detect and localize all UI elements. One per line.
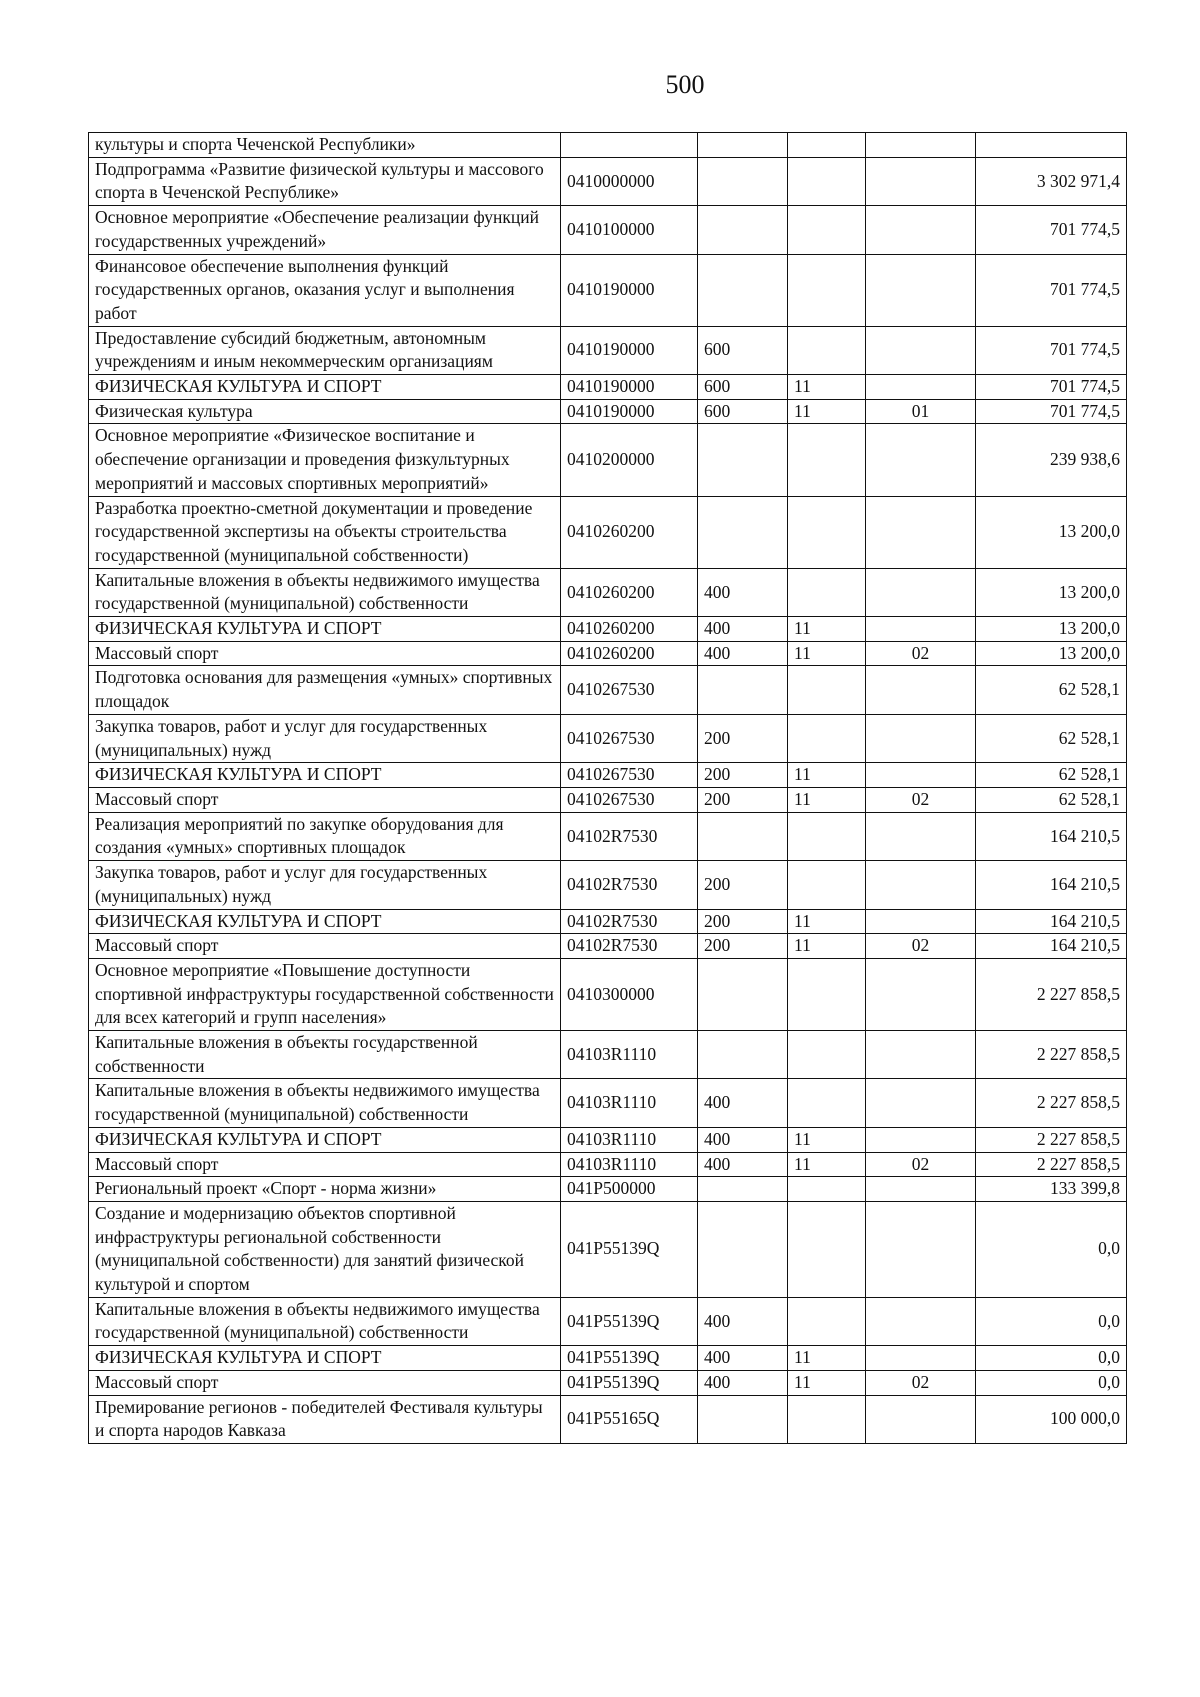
target-code-cell: 0410190000: [561, 399, 698, 424]
subsection-cell: [866, 1079, 976, 1127]
table-row: [89, 1395, 1127, 1443]
row-name-cell: Массовый спорт: [89, 787, 561, 812]
table-row: [89, 375, 1127, 400]
expense-type-cell: [698, 424, 788, 496]
subsection-cell: [866, 1127, 976, 1152]
table-row: [89, 133, 1127, 158]
amount-cell: 13 200,0: [976, 641, 1127, 666]
row-name-cell: Физическая культура: [89, 399, 561, 424]
expense-type-cell: [698, 1031, 788, 1079]
section-cell: 11: [788, 1370, 866, 1395]
subsection-cell: [866, 326, 976, 374]
expense-type-cell: 200: [698, 861, 788, 909]
table-row: [89, 568, 1127, 616]
expense-type-cell: [698, 1201, 788, 1297]
expense-type-cell: [698, 157, 788, 205]
amount-cell: 164 210,5: [976, 909, 1127, 934]
row-name-cell: Финансовое обеспечение выполнения функций государственных органов, оказания услуг и выполнения работ: [89, 254, 561, 326]
section-cell: [788, 254, 866, 326]
expense-type-cell: 400: [698, 641, 788, 666]
expense-type-cell: [698, 812, 788, 860]
subsection-cell: [866, 958, 976, 1030]
table-row: [89, 496, 1127, 568]
subsection-cell: 02: [866, 1152, 976, 1177]
amount-cell: 701 774,5: [976, 399, 1127, 424]
section-cell: 11: [788, 787, 866, 812]
amount-cell: 701 774,5: [976, 326, 1127, 374]
table-row: [89, 934, 1127, 959]
expense-type-cell: 400: [698, 1370, 788, 1395]
target-code-cell: 04103R1110: [561, 1079, 698, 1127]
row-name-cell: ФИЗИЧЕСКАЯ КУЛЬТУРА И СПОРТ: [89, 763, 561, 788]
table-row: [89, 714, 1127, 762]
expense-type-cell: 400: [698, 568, 788, 616]
amount-cell: 3 302 971,4: [976, 157, 1127, 205]
table-row: [89, 399, 1127, 424]
subsection-cell: 02: [866, 934, 976, 959]
amount-cell: 0,0: [976, 1346, 1127, 1371]
target-code-cell: 04103R1110: [561, 1031, 698, 1079]
expense-type-cell: 400: [698, 1297, 788, 1345]
amount-cell: [976, 133, 1127, 158]
section-cell: 11: [788, 399, 866, 424]
table-row: [89, 1297, 1127, 1345]
table-row: [89, 424, 1127, 496]
section-cell: 11: [788, 1346, 866, 1371]
target-code-cell: 0410267530: [561, 763, 698, 788]
section-cell: [788, 1031, 866, 1079]
amount-cell: 701 774,5: [976, 375, 1127, 400]
amount-cell: 2 227 858,5: [976, 1031, 1127, 1079]
row-name-cell: Предоставление субсидий бюджетным, автономным учреждениям и иным некоммерческим организациям: [89, 326, 561, 374]
table-row: [89, 666, 1127, 714]
target-code-cell: 041P55139Q: [561, 1370, 698, 1395]
row-name-cell: Реализация мероприятий по закупке оборудования для создания «умных» спортивных площадок: [89, 812, 561, 860]
table-row: [89, 206, 1127, 254]
table-row: [89, 909, 1127, 934]
subsection-cell: [866, 157, 976, 205]
expense-type-cell: 200: [698, 787, 788, 812]
table-row: [89, 763, 1127, 788]
amount-cell: 133 399,8: [976, 1177, 1127, 1202]
section-cell: [788, 1297, 866, 1345]
expense-type-cell: [698, 206, 788, 254]
row-name-cell: Создание и модернизацию объектов спортивной инфраструктуры региональной собственности (муниципальной собственности) для занятий физической культурой и спортом: [89, 1201, 561, 1297]
table-row: [89, 1127, 1127, 1152]
expense-type-cell: [698, 496, 788, 568]
subsection-cell: [866, 763, 976, 788]
table-row: [89, 617, 1127, 642]
row-name-cell: Массовый спорт: [89, 641, 561, 666]
section-cell: [788, 666, 866, 714]
table-row: [89, 861, 1127, 909]
table-row: [89, 254, 1127, 326]
budget-table: [88, 132, 1127, 1444]
section-cell: [788, 1177, 866, 1202]
expense-type-cell: 400: [698, 1346, 788, 1371]
amount-cell: 0,0: [976, 1201, 1127, 1297]
section-cell: [788, 1395, 866, 1443]
table-row: [89, 1201, 1127, 1297]
section-cell: 11: [788, 617, 866, 642]
subsection-cell: [866, 424, 976, 496]
target-code-cell: 0410260200: [561, 568, 698, 616]
subsection-cell: [866, 1031, 976, 1079]
table-row: [89, 1079, 1127, 1127]
amount-cell: 13 200,0: [976, 617, 1127, 642]
expense-type-cell: 400: [698, 617, 788, 642]
amount-cell: 701 774,5: [976, 206, 1127, 254]
subsection-cell: [866, 812, 976, 860]
row-name-cell: Основное мероприятие «Повышение доступности спортивной инфраструктуры государственной собственности для всех категорий и групп населения»: [89, 958, 561, 1030]
table-row: [89, 787, 1127, 812]
target-code-cell: 0410100000: [561, 206, 698, 254]
amount-cell: 164 210,5: [976, 934, 1127, 959]
subsection-cell: 02: [866, 641, 976, 666]
target-code-cell: 041P55139Q: [561, 1346, 698, 1371]
amount-cell: 701 774,5: [976, 254, 1127, 326]
row-name-cell: культуры и спорта Чеченской Республики»: [89, 133, 561, 158]
target-code-cell: 0410260200: [561, 641, 698, 666]
section-cell: [788, 326, 866, 374]
target-code-cell: 0410190000: [561, 375, 698, 400]
expense-type-cell: 400: [698, 1079, 788, 1127]
amount-cell: 100 000,0: [976, 1395, 1127, 1443]
subsection-cell: [866, 1177, 976, 1202]
section-cell: 11: [788, 641, 866, 666]
section-cell: [788, 133, 866, 158]
section-cell: [788, 958, 866, 1030]
section-cell: 11: [788, 1152, 866, 1177]
subsection-cell: [866, 1297, 976, 1345]
row-name-cell: Премирование регионов - победителей Фестиваля культуры и спорта народов Кавказа: [89, 1395, 561, 1443]
amount-cell: 0,0: [976, 1297, 1127, 1345]
section-cell: [788, 206, 866, 254]
amount-cell: 62 528,1: [976, 666, 1127, 714]
target-code-cell: 041P55139Q: [561, 1201, 698, 1297]
subsection-cell: 01: [866, 399, 976, 424]
target-code-cell: 041P55139Q: [561, 1297, 698, 1345]
section-cell: [788, 1079, 866, 1127]
amount-cell: 239 938,6: [976, 424, 1127, 496]
row-name-cell: ФИЗИЧЕСКАЯ КУЛЬТУРА И СПОРТ: [89, 1346, 561, 1371]
page-number: 500: [665, 70, 705, 99]
table-row: [89, 1152, 1127, 1177]
expense-type-cell: 200: [698, 763, 788, 788]
row-name-cell: Массовый спорт: [89, 1370, 561, 1395]
target-code-cell: 0410260200: [561, 496, 698, 568]
subsection-cell: [866, 133, 976, 158]
subsection-cell: [866, 1201, 976, 1297]
section-cell: 11: [788, 375, 866, 400]
amount-cell: 2 227 858,5: [976, 1127, 1127, 1152]
table-row: [89, 958, 1127, 1030]
target-code-cell: 0410000000: [561, 157, 698, 205]
target-code-cell: 04102R7530: [561, 934, 698, 959]
subsection-cell: 02: [866, 1370, 976, 1395]
table-row: [89, 1370, 1127, 1395]
table-row: [89, 326, 1127, 374]
row-name-cell: Основное мероприятие «Обеспечение реализации функций государственных учреждений»: [89, 206, 561, 254]
amount-cell: 13 200,0: [976, 568, 1127, 616]
amount-cell: 13 200,0: [976, 496, 1127, 568]
section-cell: [788, 714, 866, 762]
section-cell: [788, 812, 866, 860]
subsection-cell: [866, 1346, 976, 1371]
section-cell: [788, 496, 866, 568]
target-code-cell: 0410267530: [561, 666, 698, 714]
row-name-cell: Подготовка основания для размещения «умных» спортивных площадок: [89, 666, 561, 714]
row-name-cell: Капитальные вложения в объекты недвижимого имущества государственной (муниципальной) собственности: [89, 568, 561, 616]
amount-cell: 2 227 858,5: [976, 1079, 1127, 1127]
expense-type-cell: [698, 1395, 788, 1443]
target-code-cell: 04102R7530: [561, 812, 698, 860]
expense-type-cell: [698, 254, 788, 326]
subsection-cell: [866, 666, 976, 714]
target-code-cell: 0410267530: [561, 714, 698, 762]
amount-cell: 2 227 858,5: [976, 958, 1127, 1030]
row-name-cell: Капитальные вложения в объекты недвижимого имущества государственной (муниципальной) собственности: [89, 1297, 561, 1345]
amount-cell: 62 528,1: [976, 763, 1127, 788]
subsection-cell: [866, 568, 976, 616]
row-name-cell: Подпрограмма «Развитие физической культуры и массового спорта в Чеченской Республике»: [89, 157, 561, 205]
table-row: [89, 157, 1127, 205]
target-code-cell: 0410190000: [561, 254, 698, 326]
section-cell: 11: [788, 934, 866, 959]
section-cell: [788, 1201, 866, 1297]
row-name-cell: Массовый спорт: [89, 934, 561, 959]
row-name-cell: Закупка товаров, работ и услуг для государственных (муниципальных) нужд: [89, 714, 561, 762]
section-cell: 11: [788, 1127, 866, 1152]
target-code-cell: 0410267530: [561, 787, 698, 812]
table-row: [89, 641, 1127, 666]
amount-cell: 164 210,5: [976, 812, 1127, 860]
row-name-cell: Капитальные вложения в объекты государственной собственности: [89, 1031, 561, 1079]
row-name-cell: ФИЗИЧЕСКАЯ КУЛЬТУРА И СПОРТ: [89, 1127, 561, 1152]
section-cell: [788, 861, 866, 909]
expense-type-cell: [698, 666, 788, 714]
target-code-cell: 0410300000: [561, 958, 698, 1030]
expense-type-cell: [698, 1177, 788, 1202]
row-name-cell: Региональный проект «Спорт - норма жизни»: [89, 1177, 561, 1202]
row-name-cell: Закупка товаров, работ и услуг для государственных (муниципальных) нужд: [89, 861, 561, 909]
expense-type-cell: 200: [698, 934, 788, 959]
subsection-cell: 02: [866, 787, 976, 812]
subsection-cell: [866, 496, 976, 568]
expense-type-cell: 400: [698, 1127, 788, 1152]
expense-type-cell: 400: [698, 1152, 788, 1177]
section-cell: [788, 157, 866, 205]
target-code-cell: [561, 133, 698, 158]
amount-cell: 62 528,1: [976, 714, 1127, 762]
target-code-cell: 041P500000: [561, 1177, 698, 1202]
row-name-cell: Массовый спорт: [89, 1152, 561, 1177]
amount-cell: 0,0: [976, 1370, 1127, 1395]
subsection-cell: [866, 617, 976, 642]
expense-type-cell: 600: [698, 399, 788, 424]
amount-cell: 164 210,5: [976, 861, 1127, 909]
target-code-cell: 04103R1110: [561, 1127, 698, 1152]
subsection-cell: [866, 861, 976, 909]
amount-cell: 2 227 858,5: [976, 1152, 1127, 1177]
expense-type-cell: 200: [698, 714, 788, 762]
table-row: [89, 1346, 1127, 1371]
amount-cell: 62 528,1: [976, 787, 1127, 812]
subsection-cell: [866, 714, 976, 762]
subsection-cell: [866, 909, 976, 934]
row-name-cell: ФИЗИЧЕСКАЯ КУЛЬТУРА И СПОРТ: [89, 375, 561, 400]
subsection-cell: [866, 254, 976, 326]
row-name-cell: Капитальные вложения в объекты недвижимого имущества государственной (муниципальной) собственности: [89, 1079, 561, 1127]
section-cell: 11: [788, 763, 866, 788]
target-code-cell: 041P55165Q: [561, 1395, 698, 1443]
section-cell: 11: [788, 909, 866, 934]
expense-type-cell: 600: [698, 326, 788, 374]
budget-table-body: [89, 133, 1127, 1444]
target-code-cell: 0410200000: [561, 424, 698, 496]
row-name-cell: Разработка проектно-сметной документации и проведение государственной экспертизы на объекты строительства государственной (муниципальной собственности): [89, 496, 561, 568]
subsection-cell: [866, 375, 976, 400]
table-row: [89, 1177, 1127, 1202]
expense-type-cell: [698, 133, 788, 158]
table-row: [89, 812, 1127, 860]
row-name-cell: Основное мероприятие «Физическое воспитание и обеспечение организации и проведения физкультурных мероприятий и массовых спортивных мероприятий»: [89, 424, 561, 496]
target-code-cell: 04102R7530: [561, 861, 698, 909]
expense-type-cell: 600: [698, 375, 788, 400]
target-code-cell: 0410190000: [561, 326, 698, 374]
section-cell: [788, 568, 866, 616]
target-code-cell: 04102R7530: [561, 909, 698, 934]
row-name-cell: ФИЗИЧЕСКАЯ КУЛЬТУРА И СПОРТ: [89, 617, 561, 642]
expense-type-cell: 200: [698, 909, 788, 934]
row-name-cell: ФИЗИЧЕСКАЯ КУЛЬТУРА И СПОРТ: [89, 909, 561, 934]
table-row: [89, 1031, 1127, 1079]
target-code-cell: 0410260200: [561, 617, 698, 642]
section-cell: [788, 424, 866, 496]
subsection-cell: [866, 206, 976, 254]
expense-type-cell: [698, 958, 788, 1030]
target-code-cell: 04103R1110: [561, 1152, 698, 1177]
subsection-cell: [866, 1395, 976, 1443]
